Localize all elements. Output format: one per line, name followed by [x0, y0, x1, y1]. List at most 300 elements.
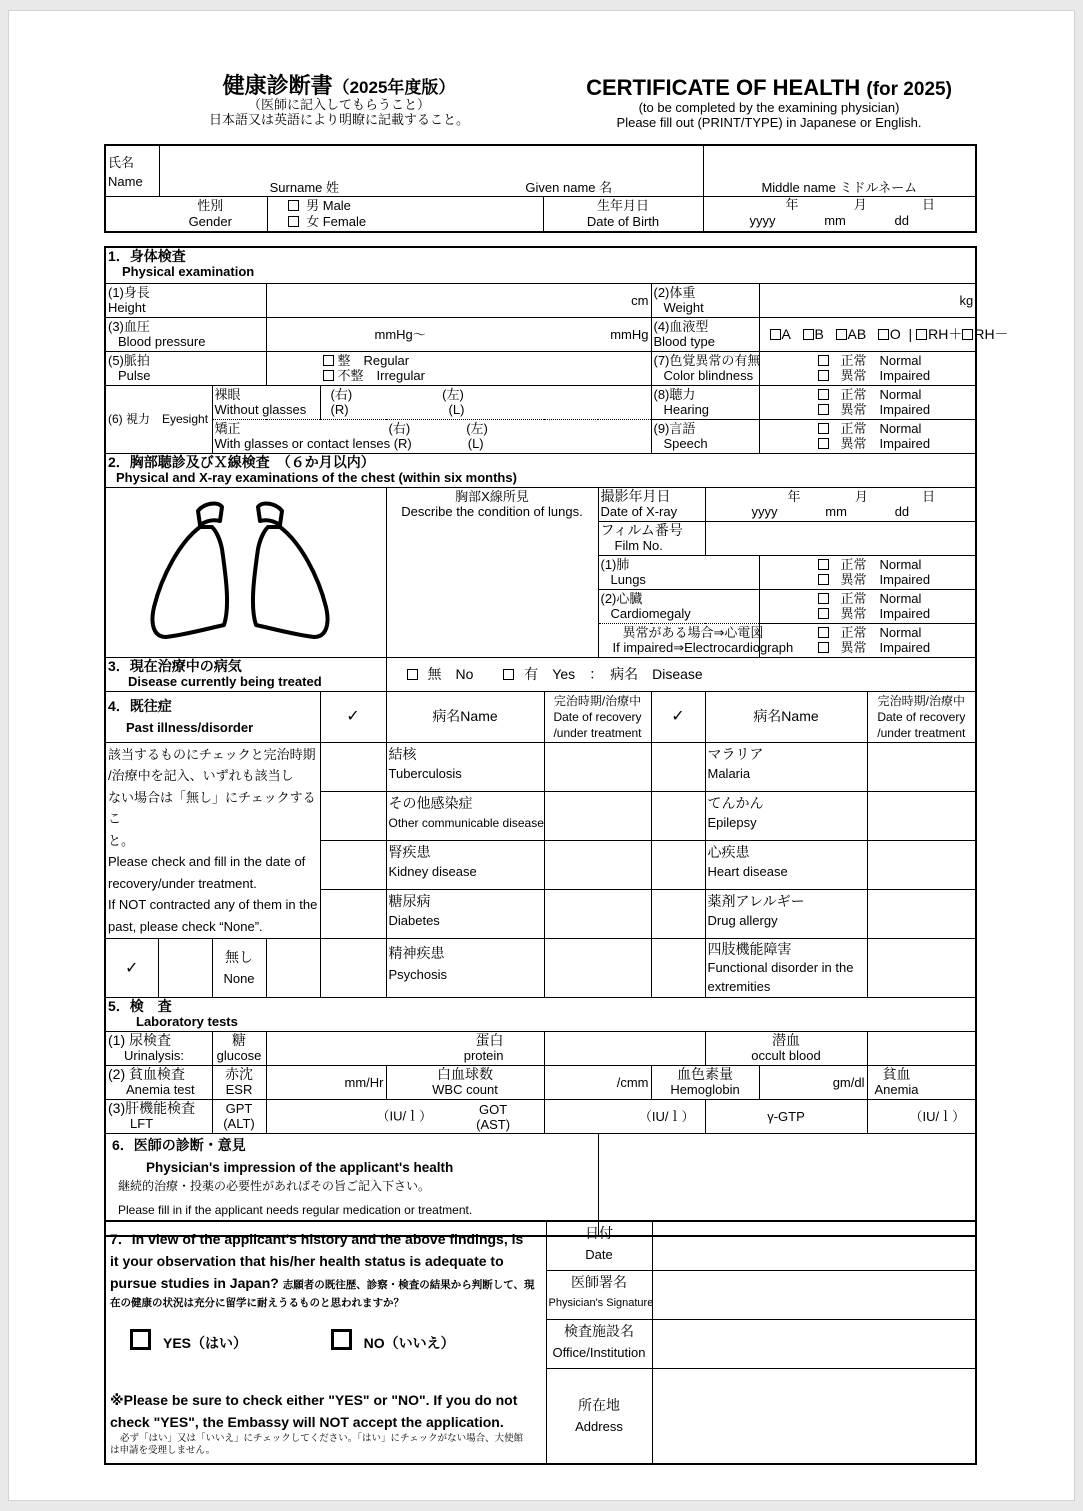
- protein-field[interactable]: [544, 1032, 705, 1066]
- glucose-en: glucose: [216, 1048, 262, 1063]
- recovery-en2-right: /under treatment: [877, 725, 966, 740]
- pulse-irregular[interactable]: [323, 368, 649, 383]
- naked-left-en: (L): [448, 401, 465, 417]
- date-field[interactable]: [652, 1221, 976, 1270]
- bt-rh-pos[interactable]: [916, 326, 962, 342]
- right-bronchus: [258, 503, 282, 524]
- q7-line-1: 7．In view of the applicant's history and the above findings, is: [110, 1231, 524, 1247]
- recovery-col-header-right: [867, 691, 976, 742]
- gender-jp: 性別: [197, 197, 224, 213]
- ggtp-label: [705, 1100, 867, 1134]
- cardio-en: Cardiomegaly: [610, 605, 691, 621]
- color-blind-label: [651, 351, 759, 385]
- corrected-left-jp: (左): [466, 420, 488, 436]
- anemia-test-label: [105, 1066, 212, 1100]
- female-label: 女 Female: [306, 213, 367, 229]
- speech-normal[interactable]: [818, 421, 974, 436]
- urinalysis-label: [105, 1032, 212, 1066]
- esr-label: [212, 1066, 266, 1100]
- section-3-header: [105, 657, 386, 691]
- hemoglobin-en: Hemoglobin: [670, 1082, 740, 1097]
- epilepsy-en: Epilepsy: [707, 814, 757, 830]
- corrected-row-en: [215, 436, 649, 451]
- hearing-normal[interactable]: [818, 387, 974, 402]
- pulse-label: [105, 351, 266, 385]
- instr-line-2: /治療中を記入、いずれも該当し: [108, 768, 294, 783]
- bp-jp: (3)血圧: [108, 318, 150, 334]
- left-lung-outline: [153, 527, 228, 637]
- bp-unit-2: mmHg: [610, 326, 649, 342]
- section-2-header: [105, 453, 976, 487]
- current-disease-no-checkbox[interactable]: [407, 669, 418, 680]
- color-blind-normal[interactable]: [818, 353, 974, 368]
- gpt-field[interactable]: [266, 1100, 544, 1134]
- note-jp-line-1: 必ず「はい」又は「いいえ」にチェックしてください。「はい」にチェックがない場合、大使館: [120, 1433, 524, 1444]
- weight-en: Weight: [663, 299, 704, 315]
- instr-line-7: If NOT contracted any of them in the: [108, 897, 318, 912]
- disease-col-header-left: [386, 691, 544, 742]
- xray-mm: mm: [825, 503, 847, 519]
- disease-header-right: 病名Name: [753, 708, 819, 724]
- section-5-subtitle: Laboratory tests: [136, 1014, 238, 1029]
- section-2-subtitle: Physical and X-ray examinations of the chest (within six months): [116, 469, 517, 485]
- tuberculosis-en: Tuberculosis: [388, 765, 462, 781]
- q7-line-3: [110, 1272, 542, 1296]
- heart-name: [705, 840, 867, 889]
- urinalysis-jp: (1) 尿検査: [108, 1032, 171, 1048]
- right-lung-outline: [253, 527, 328, 637]
- epilepsy-date[interactable]: [867, 791, 976, 840]
- pulse-irregular-checkbox[interactable]: [323, 370, 334, 381]
- drug-allergy-check[interactable]: [651, 889, 705, 938]
- en-year: (for 2025): [866, 79, 952, 100]
- heart-en: Heart disease: [707, 863, 788, 879]
- check-header-right: ✓: [671, 708, 685, 725]
- psychosis-jp: 精神疾患: [388, 945, 445, 961]
- eyesight-label: [105, 385, 212, 453]
- dob-month-jp: 月: [853, 196, 867, 212]
- wbc-jp: 白血球数: [437, 1066, 493, 1082]
- epilepsy-check[interactable]: [651, 791, 705, 840]
- current-disease-yes-label: 有 Yes ： 病名 Disease: [524, 665, 703, 682]
- psychosis-en: Psychosis: [388, 967, 448, 982]
- diabetes-jp: 糖尿病: [388, 892, 431, 909]
- current-disease-yes[interactable]: [503, 666, 702, 682]
- bt-a-checkbox[interactable]: [770, 329, 781, 340]
- hearing-normal-checkbox[interactable]: [818, 389, 829, 400]
- pulse-regular[interactable]: [323, 353, 649, 368]
- color-blind-en: Color blindness: [663, 367, 754, 383]
- cardio-impaired-label: 異常 Impaired: [840, 605, 931, 621]
- malaria-jp: マラリア: [707, 745, 764, 762]
- dob-en: Date of Birth: [586, 213, 660, 229]
- bt-b-checkbox[interactable]: [803, 329, 814, 340]
- middle-name-field[interactable]: [703, 145, 976, 196]
- xray-findings-field[interactable]: [386, 487, 598, 657]
- past-illness-instructions: [105, 742, 320, 939]
- kidney-jp: 腎疾患: [388, 843, 431, 860]
- ecg-jp: 異常がある場合⇒心電図: [622, 624, 764, 640]
- psychosis-check[interactable]: [320, 939, 386, 998]
- xray-dd: dd: [894, 503, 910, 519]
- instr-line-5: Please check and fill in the date of: [108, 854, 306, 869]
- signature-en: Physician's Signature: [548, 1296, 654, 1309]
- current-disease-field: [386, 657, 976, 691]
- speech-en: Speech: [663, 435, 708, 451]
- extremities-check[interactable]: [651, 939, 705, 998]
- name-label: [105, 145, 159, 196]
- naked-right-jp: (右): [330, 386, 353, 402]
- xray-date-jp: 撮影年月日: [600, 487, 671, 504]
- en-title: CERTIFICATE OF HEALTH: [586, 75, 861, 100]
- hemoglobin-unit: gm/dl: [832, 1075, 865, 1090]
- yes-jp: （はい）: [191, 1335, 248, 1351]
- speech-label: [651, 419, 759, 453]
- bt-rh-pos-checkbox[interactable]: [916, 329, 927, 340]
- check-col-header-right: [651, 691, 705, 742]
- bt-ab[interactable]: [836, 326, 867, 342]
- got-label: [466, 1102, 520, 1132]
- none-check-glyph: ✓: [125, 959, 139, 977]
- diabetes-date[interactable]: [544, 889, 651, 938]
- cardio-impaired-checkbox[interactable]: [818, 608, 829, 619]
- speech-impaired-checkbox[interactable]: [818, 438, 829, 449]
- ecg-normal-label: 正常 Normal: [840, 624, 922, 640]
- bt-a[interactable]: [770, 326, 791, 342]
- address-field[interactable]: [652, 1369, 976, 1464]
- height-en: Height: [108, 299, 146, 315]
- address-jp: 所在地: [578, 1397, 620, 1414]
- name-en: Name: [108, 174, 143, 189]
- heart-date[interactable]: [867, 840, 976, 889]
- naked-eye-field[interactable]: [320, 385, 651, 419]
- jp-year: （2025年度版）: [332, 78, 456, 97]
- signature-field[interactable]: [652, 1270, 976, 1319]
- communicable-en: Other communicable disease: [388, 815, 544, 830]
- yes-option[interactable]: [130, 1322, 247, 1355]
- speech-impaired[interactable]: [818, 436, 974, 451]
- gpt-label: [212, 1100, 266, 1134]
- male-option[interactable]: [288, 198, 541, 214]
- surname-field[interactable]: [159, 145, 435, 196]
- heart-jp: 心疾患: [707, 843, 750, 860]
- xray-yyyy: yyyy: [751, 503, 778, 519]
- glucose-jp: 糖: [232, 1032, 246, 1048]
- gender-options: [267, 196, 543, 232]
- lungs-impaired[interactable]: [818, 572, 974, 587]
- lungs-en: Lungs: [610, 571, 646, 587]
- bt-rh-neg-checkbox[interactable]: [962, 329, 973, 340]
- occult-blood-field[interactable]: [867, 1032, 976, 1066]
- bt-o-label: O: [889, 325, 901, 342]
- section-6-jp-note: 継続的治療・投薬の必要性があればその旨ご記入下さい。: [118, 1179, 431, 1193]
- none-label: [212, 939, 266, 998]
- weight-label: [651, 283, 759, 317]
- blood-type-label: [651, 317, 759, 351]
- header-english: [569, 75, 969, 131]
- left-bronchus: [198, 503, 222, 524]
- date-jp: 日付: [585, 1225, 613, 1241]
- bt-b[interactable]: [803, 326, 824, 342]
- section-1-subtitle: Physical examination: [122, 264, 255, 279]
- hearing-label: [651, 385, 759, 419]
- color-blind-options: [759, 351, 976, 385]
- xray-findings-en: Describe the condition of lungs.: [401, 503, 583, 519]
- malaria-date[interactable]: [867, 742, 976, 791]
- color-blind-impaired-checkbox[interactable]: [818, 370, 829, 381]
- no-option[interactable]: [331, 1322, 455, 1355]
- ecg-normal[interactable]: [818, 625, 974, 640]
- extremities-date[interactable]: [867, 939, 976, 998]
- yes-checkbox[interactable]: [130, 1329, 151, 1350]
- malaria-check[interactable]: [651, 742, 705, 791]
- anemia-jp: 貧血: [882, 1066, 911, 1082]
- signature-label: [546, 1270, 652, 1319]
- film-no-label: [598, 521, 705, 555]
- xray-day-jp: 日: [922, 488, 936, 504]
- surname-label: Surname 姓: [269, 179, 339, 195]
- check-header-left: ✓: [346, 708, 360, 725]
- naked-eye-jp: 裸眼: [214, 386, 241, 402]
- communicable-check[interactable]: [320, 791, 386, 840]
- name-jp: 氏名: [108, 155, 135, 170]
- corrected-en: With glasses or contact lenses: [214, 435, 391, 451]
- wbc-en: WBC count: [432, 1082, 498, 1097]
- diabetes-check[interactable]: [320, 889, 386, 938]
- cardio-jp: (2)心臓: [600, 590, 643, 606]
- lungs-jp: (1)肺: [600, 556, 630, 572]
- speech-options: [759, 419, 976, 453]
- ggtp-field[interactable]: [867, 1100, 976, 1134]
- section-6-title: 6．医師の診断・意見: [112, 1137, 246, 1153]
- diabetes-name: [386, 889, 544, 938]
- anemia-test-en: Anemia test: [126, 1082, 195, 1097]
- section-4-header: [105, 691, 320, 742]
- cardio-normal[interactable]: [818, 591, 974, 606]
- instr-line-8: past, please check “None”.: [108, 918, 263, 934]
- xray-date-field[interactable]: [705, 487, 976, 521]
- hearing-normal-label: 正常 Normal: [840, 386, 922, 402]
- color-blind-normal-checkbox[interactable]: [818, 355, 829, 366]
- speech-impaired-label: 異常 Impaired: [840, 435, 931, 451]
- lft-en: LFT: [130, 1116, 154, 1131]
- epilepsy-name: [705, 791, 867, 840]
- lungs-normal-label: 正常 Normal: [840, 556, 922, 572]
- color-blind-impaired[interactable]: [818, 368, 974, 383]
- wbc-label: [386, 1066, 544, 1100]
- female-option[interactable]: [288, 214, 541, 230]
- naked-eye-row-en: [331, 402, 649, 417]
- hearing-impaired[interactable]: [818, 402, 974, 417]
- esr-field[interactable]: [266, 1066, 386, 1100]
- tuberculosis-name: [386, 742, 544, 791]
- yes-label: YES: [163, 1335, 192, 1351]
- bp-unit-1: mmHg～: [374, 326, 426, 342]
- got-name: GOT: [479, 1101, 508, 1117]
- hemoglobin-field[interactable]: [759, 1066, 867, 1100]
- blood-type-options: A B AB O | RH＋ RH－: [759, 317, 976, 351]
- dob-label: [543, 196, 703, 232]
- occult-blood-en: occult blood: [751, 1048, 821, 1063]
- color-blind-impaired-label: 異常 Impaired: [840, 367, 931, 383]
- bt-rh-neg[interactable]: [962, 326, 1008, 342]
- height-jp: (1)身長: [108, 284, 150, 300]
- glucose-field[interactable]: [266, 1032, 544, 1066]
- weight-field[interactable]: [759, 283, 976, 317]
- corrected-jp: 矯正: [214, 420, 241, 436]
- institution-en: Office/Institution: [552, 1344, 646, 1360]
- drug-allergy-date[interactable]: [867, 889, 976, 938]
- blood-type-en: Blood type: [653, 333, 715, 349]
- bt-ab-label: AB: [847, 325, 867, 342]
- wbc-field[interactable]: [544, 1066, 651, 1100]
- no-jp: （いいえ）: [384, 1335, 455, 1351]
- ecg-impaired-checkbox[interactable]: [818, 642, 829, 653]
- dob-field[interactable]: [703, 196, 976, 232]
- ecg-impaired[interactable]: [818, 640, 974, 655]
- pulse-jp: (5)脈拍: [108, 352, 150, 368]
- protein-jp: 蛋白: [475, 1032, 504, 1048]
- recovery-jp-left: 完治時期/治療中: [553, 693, 642, 708]
- height-label: [105, 283, 266, 317]
- tuberculosis-date[interactable]: [544, 742, 651, 791]
- current-disease-no[interactable]: [407, 666, 474, 682]
- anemia-field[interactable]: [867, 1066, 976, 1100]
- cardio-label: [598, 589, 759, 623]
- anemia-en: Anemia: [874, 1082, 919, 1097]
- current-disease-yes-checkbox[interactable]: [503, 669, 514, 680]
- disease-header-left: 病名Name: [432, 708, 498, 724]
- hearing-impaired-label: 異常 Impaired: [840, 401, 931, 417]
- current-disease-no-label: 無 No: [427, 665, 474, 682]
- male-checkbox[interactable]: [288, 200, 299, 211]
- section-2-title: 2．胸部聴診及びＸ線検査 （６か月以内）: [108, 453, 375, 470]
- naked-eye-en: Without glasses: [214, 401, 307, 417]
- speech-normal-label: 正常 Normal: [840, 420, 922, 436]
- address-label: [546, 1369, 652, 1464]
- date-en: Date: [585, 1247, 613, 1262]
- given-name-field[interactable]: [435, 145, 703, 196]
- note-line-2: check "YES", the Embassy will NOT accept the application.: [110, 1414, 504, 1430]
- check-col-header-left: [320, 691, 386, 742]
- ecg-label: [598, 623, 794, 657]
- esr-en: ESR: [225, 1082, 253, 1097]
- lft-label: [105, 1100, 212, 1134]
- lungs-impaired-checkbox[interactable]: [818, 574, 829, 585]
- pulse-regular-checkbox[interactable]: [323, 355, 334, 366]
- cardio-options: [759, 589, 976, 623]
- disease-col-header-right: [705, 691, 867, 742]
- xray-findings-jp: 胸部X線所見: [455, 488, 529, 504]
- diabetes-en: Diabetes: [388, 912, 440, 928]
- section-5-header: [105, 998, 976, 1032]
- lungs-options: [759, 555, 976, 589]
- none-en: None: [223, 971, 255, 986]
- height-unit: cm: [631, 292, 649, 308]
- ggtp-unit: （IU/ｌ）: [909, 1109, 966, 1124]
- esr-unit: mm/Hr: [344, 1075, 384, 1090]
- lungs-normal[interactable]: [818, 557, 974, 572]
- bt-rh-pos-label: RH＋: [928, 325, 963, 342]
- section-5-title: 5．検 査: [108, 998, 172, 1014]
- recovery-en1-right: Date of recovery: [877, 709, 966, 724]
- corrected-right-jp: (右): [388, 420, 411, 436]
- bt-o-checkbox[interactable]: [878, 329, 889, 340]
- instr-line-1: 該当するものにチェックと完治時期: [108, 746, 316, 762]
- none-field[interactable]: [266, 939, 320, 998]
- extremities-jp: 四肢機能障害: [707, 941, 792, 957]
- pulse-regular-label: 整 Regular: [337, 352, 410, 368]
- hearing-impaired-checkbox[interactable]: [818, 404, 829, 415]
- section-1-header: [105, 247, 976, 283]
- bt-ab-checkbox[interactable]: [836, 329, 847, 340]
- section-3-subtitle: Disease currently being treated: [128, 673, 322, 689]
- recovery-en2-left: /under treatment: [553, 725, 642, 740]
- communicable-date[interactable]: [544, 791, 651, 840]
- section-7-question: [105, 1221, 546, 1464]
- extremities-en: Functional disorder in the extremities: [707, 960, 854, 994]
- got-field[interactable]: [544, 1100, 705, 1134]
- no-checkbox[interactable]: [331, 1329, 352, 1350]
- institution-jp: 検査施設名: [564, 1322, 634, 1339]
- ecg-normal-checkbox[interactable]: [818, 627, 829, 638]
- film-no-field[interactable]: [705, 521, 976, 555]
- corrected-right-en: (R): [393, 435, 412, 451]
- bp-label: [105, 317, 266, 351]
- kidney-date[interactable]: [544, 840, 651, 889]
- psychosis-date[interactable]: [544, 939, 651, 998]
- none-check-mark[interactable]: [105, 939, 158, 998]
- lungs-normal-checkbox[interactable]: [818, 559, 829, 570]
- glucose-label: [212, 1032, 266, 1066]
- ecg-impaired-label: 異常 Impaired: [840, 639, 931, 655]
- lft-jp: (3)肝機能検査: [108, 1100, 196, 1116]
- corrected-left-en: (L): [467, 435, 484, 451]
- speech-jp: (9)言語: [653, 420, 696, 436]
- none-jp: 無し: [225, 949, 253, 965]
- section-3-title: 3．現在治療中の病気: [108, 657, 242, 674]
- male-label: 男 Male: [306, 197, 351, 213]
- occult-blood-label: [705, 1032, 867, 1066]
- bp-en: Blood pressure: [118, 333, 206, 349]
- heart-check[interactable]: [651, 840, 705, 889]
- institution-field[interactable]: [652, 1319, 976, 1368]
- malaria-name: [705, 742, 867, 791]
- kidney-check[interactable]: [320, 840, 386, 889]
- esr-jp: 赤沈: [225, 1066, 253, 1082]
- height-field[interactable]: [266, 283, 651, 317]
- signature-jp: 医師署名: [571, 1273, 627, 1290]
- speech-normal-checkbox[interactable]: [818, 423, 829, 434]
- bt-o[interactable]: [878, 326, 901, 342]
- bt-b-label: B: [814, 325, 824, 342]
- corrected-eye-field[interactable]: [212, 419, 651, 453]
- section-4-title: 4．既往症: [108, 697, 172, 714]
- en-subtitle-1: (to be completed by the examining physician): [638, 99, 900, 115]
- tuberculosis-check[interactable]: [320, 742, 386, 791]
- drug-allergy-jp: 薬剤アレルギー: [707, 892, 805, 909]
- female-checkbox[interactable]: [288, 216, 299, 227]
- communicable-name: [386, 791, 544, 840]
- naked-eye-row-jp: [331, 387, 649, 402]
- cardio-normal-checkbox[interactable]: [818, 593, 829, 604]
- lungs-diagram: [140, 497, 340, 645]
- en-subtitle-2: Please fill out (PRINT/TYPE) in Japanese or English.: [616, 114, 922, 130]
- jp-subtitle-1: （医師に記入してもらうこと）: [247, 97, 430, 113]
- cardio-impaired[interactable]: [818, 606, 974, 621]
- bp-field[interactable]: [266, 317, 651, 351]
- dob-day-jp: 日: [921, 196, 935, 212]
